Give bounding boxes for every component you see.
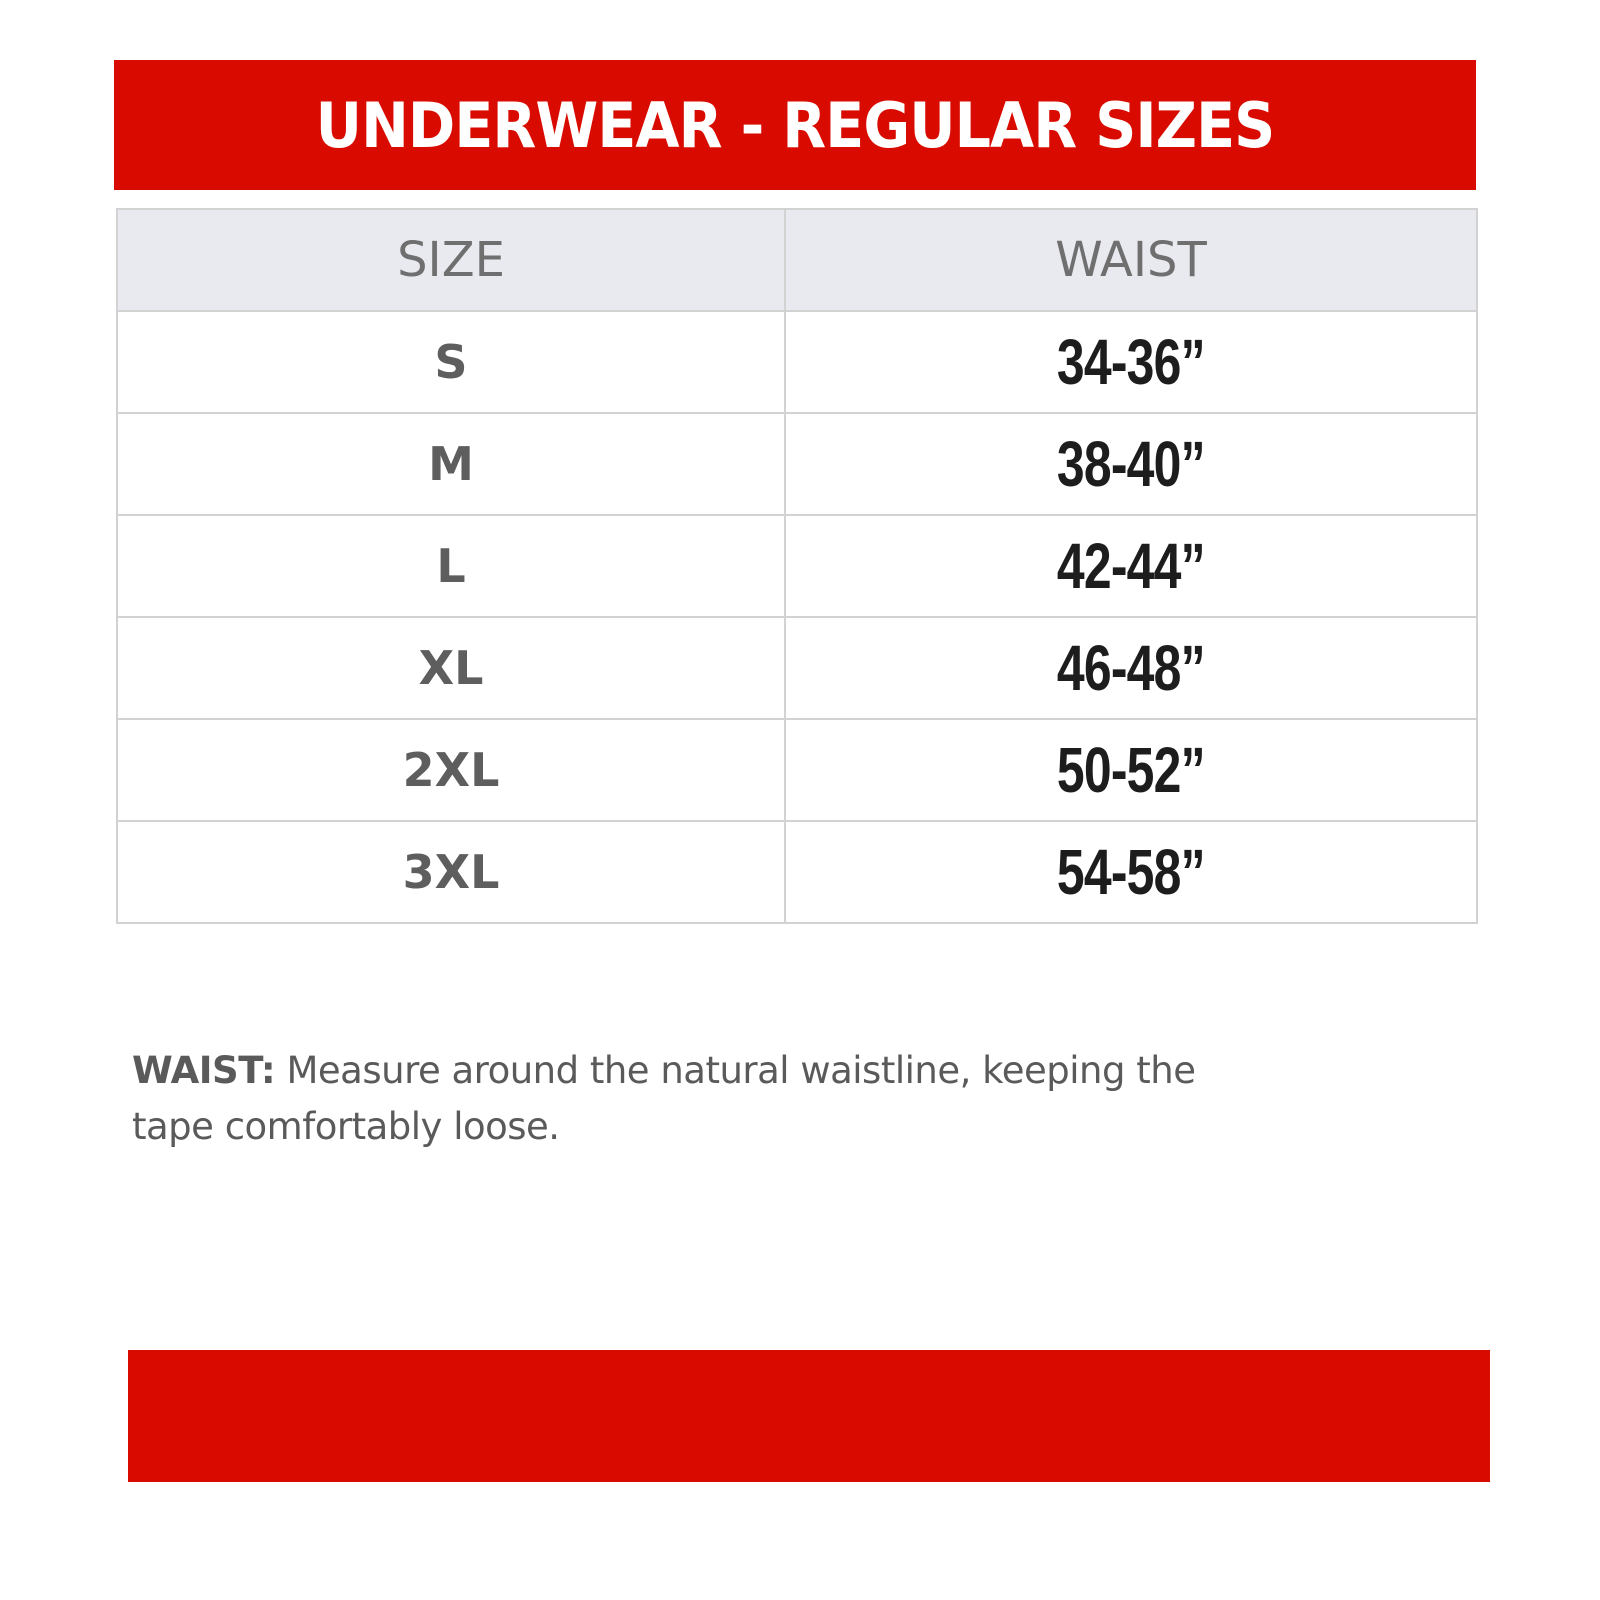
waist-value: 46-48” <box>1057 632 1205 704</box>
size-cell: XL <box>117 617 785 719</box>
footer-banner <box>128 1350 1490 1482</box>
waist-value: 38-40” <box>1057 428 1205 500</box>
waist-cell <box>785 617 1477 719</box>
waist-cell <box>785 311 1477 413</box>
waist-value: 50-52” <box>1057 734 1205 806</box>
table-row <box>117 413 1477 515</box>
table-row <box>117 719 1477 821</box>
size-cell: 3XL <box>117 821 785 923</box>
waist-cell <box>785 821 1477 923</box>
table-row <box>117 515 1477 617</box>
waist-value: 54-58” <box>1057 836 1205 908</box>
waist-value: 42-44” <box>1057 530 1205 602</box>
table-row <box>117 311 1477 413</box>
size-cell: S <box>117 311 785 413</box>
size-cell: 2XL <box>117 719 785 821</box>
size-cell: M <box>117 413 785 515</box>
measurement-note <box>132 1043 1212 1155</box>
waist-cell <box>785 515 1477 617</box>
waist-value: 34-36” <box>1057 326 1205 398</box>
title-banner <box>114 60 1476 190</box>
size-cell: L <box>117 515 785 617</box>
table-row <box>117 821 1477 923</box>
page-title: UNDERWEAR - REGULAR SIZES <box>315 88 1275 162</box>
size-chart-table <box>116 208 1478 924</box>
waist-cell <box>785 413 1477 515</box>
column-header-size: SIZE <box>117 209 785 311</box>
note-text: Measure around the natural waistline, keeping the tape comfortably loose. <box>132 1049 1196 1148</box>
table-header-row <box>117 209 1477 311</box>
column-header-waist: WAIST <box>785 209 1477 311</box>
waist-cell <box>785 719 1477 821</box>
table-row <box>117 617 1477 719</box>
note-label: WAIST: <box>132 1049 276 1092</box>
